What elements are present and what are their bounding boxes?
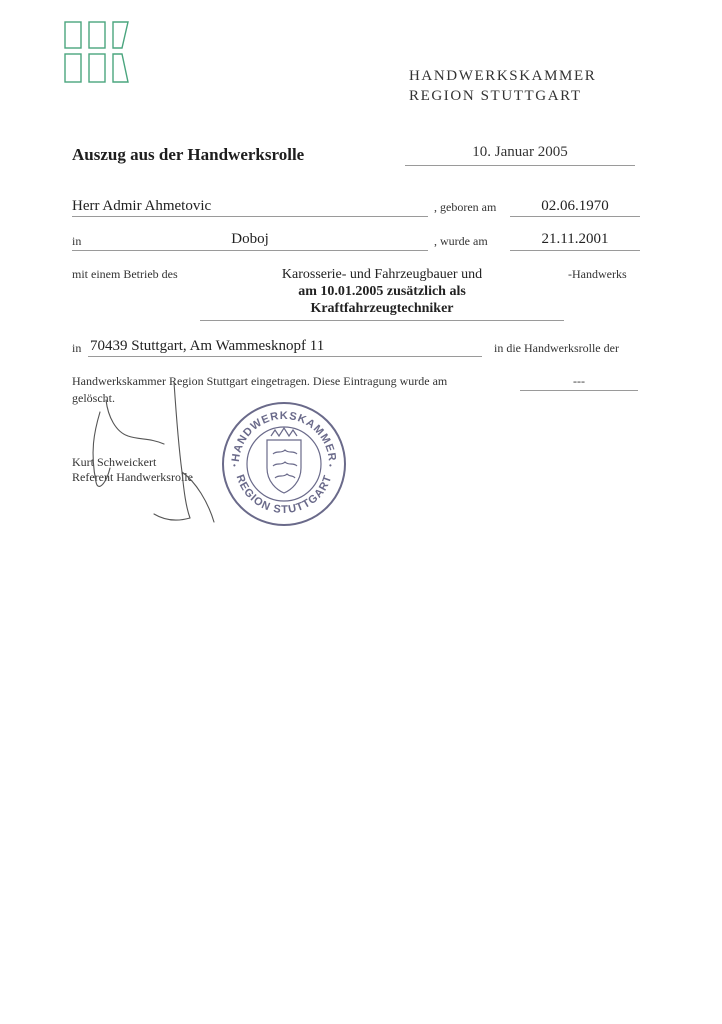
address-suffix: in die Handwerksrolle der [494, 341, 619, 355]
coat-of-arms-icon [267, 428, 301, 493]
svg-text:•: • [233, 461, 236, 470]
entry-date-underline [510, 250, 640, 251]
svg-text:•: • [329, 461, 332, 470]
became-label: , wurde am [434, 234, 488, 248]
birth-date: 02.06.1970 [541, 198, 609, 214]
business-suffix: -Handwerks [568, 267, 627, 281]
place-underline [72, 250, 428, 251]
org-line-2: REGION STUTTGART [409, 88, 582, 104]
address-value: 70439 Stuttgart, Am Wammesknopf 11 [90, 338, 325, 354]
organization-header [409, 66, 596, 106]
trade-underline [200, 320, 564, 321]
stamp-top-text: HANDWERKSKAMMER [229, 409, 339, 463]
birth-date-underline [510, 216, 640, 217]
official-stamp [219, 398, 349, 528]
stamp-bottom-text: REGION STUTTGART [233, 473, 335, 517]
entry-date: 21.11.2001 [541, 231, 609, 247]
date-underline [405, 165, 635, 166]
in-label: in [72, 234, 82, 248]
trade-line-2: am 10.01.2005 zusätzlich als [298, 284, 466, 299]
address-in-label: in [72, 341, 82, 355]
svg-text:HANDWERKSKAMMER [230, 410, 338, 463]
deleted-label: gelöscht. [72, 391, 115, 405]
signatory-role: Referent Handwerksrolle [72, 470, 193, 484]
signatory-name: Kurt Schweickert [72, 455, 157, 469]
document-date: 10. Januar 2005 [472, 144, 568, 160]
name-underline [72, 216, 428, 217]
trade-line-1: Karosserie- und Fahrzeugbauer und [281, 267, 483, 282]
hwk-logo-icon [64, 20, 130, 84]
birth-place: Doboj [231, 231, 269, 247]
org-line-1: HANDWERKSKAMMER [409, 68, 597, 84]
trade-line-3: Kraftfahrzeugtechniker [310, 301, 454, 316]
svg-text:REGION STUTTGART [233, 473, 334, 516]
deleted-value: --- [573, 374, 585, 388]
address-underline [88, 356, 482, 357]
business-trade [200, 266, 564, 317]
deleted-underline [520, 390, 638, 391]
person-name: Herr Admir Ahmetovic [72, 198, 212, 214]
born-label: , geboren am [434, 200, 497, 214]
registration-text: Handwerkskammer Region Stuttgart eingetragen. Diese Eintragung wurde am [72, 374, 448, 388]
document-title: Auszug aus der Handwerksrolle [72, 145, 305, 164]
signature [76, 372, 236, 532]
business-prefix: mit einem Betrieb des [72, 267, 178, 281]
